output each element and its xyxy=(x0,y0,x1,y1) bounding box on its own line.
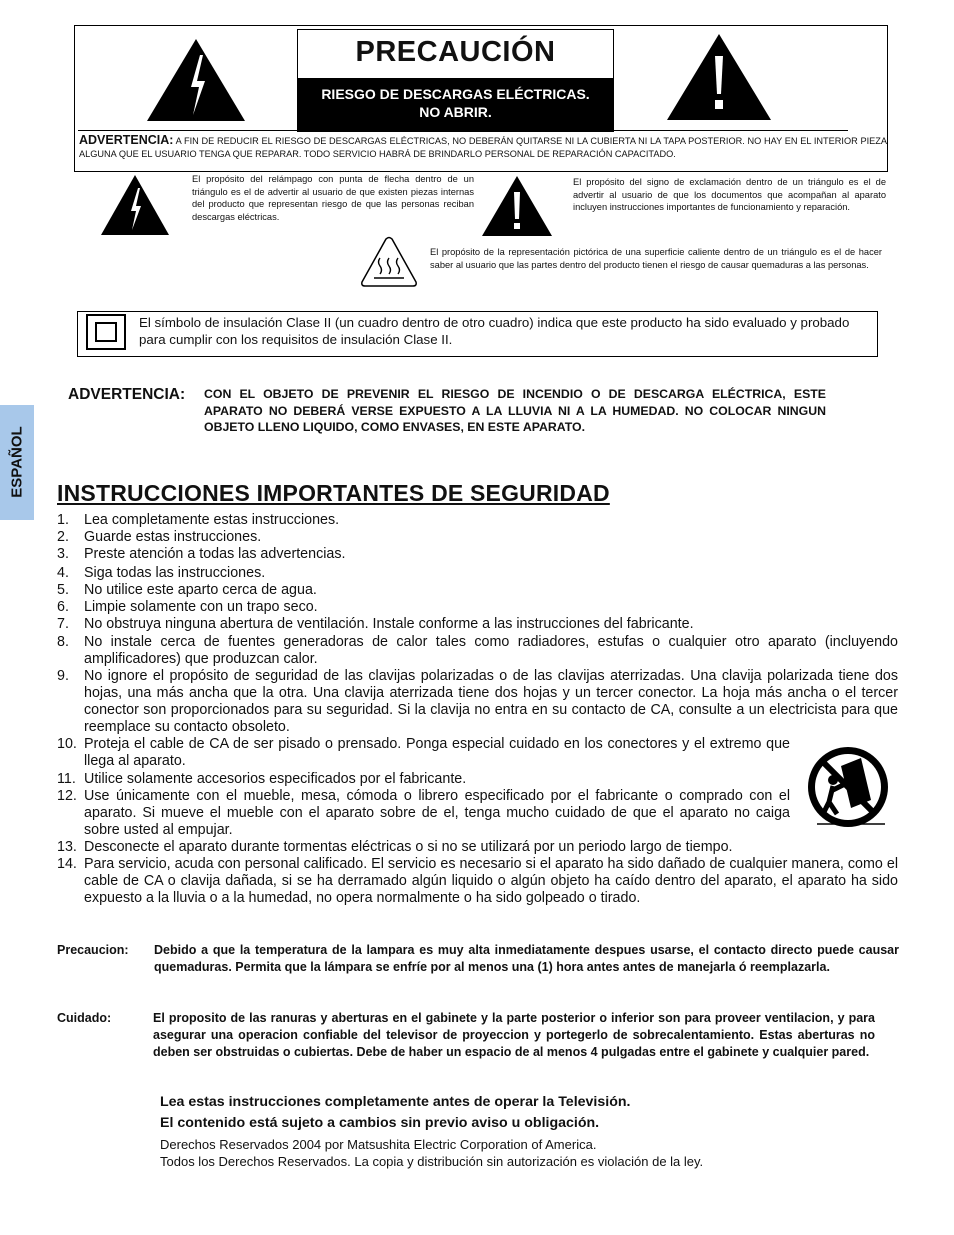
lightning-explanation: El propósito del relámpago con punta de flecha dentro de un triángulo es el de advertir al usuario de que existen piezas internas del producto que representan riesgo de que las personas reciban descargas eléctricas. xyxy=(192,174,474,222)
divider xyxy=(78,130,848,131)
language-tab xyxy=(0,405,34,520)
advertencia-text: CON EL OBJETO DE PREVENIR EL RIESGO DE INCENDIO O DE DESCARGA ELÉCTRICA, ESTE APARATO NO DEBERÁ VERSE EXPUESTO A LA LLUVIA NI A LA HUMEDAD. NO COLOCAR NINGUN OBJETO LLENO LIQUIDO, COMO ENVASES, EN ESTE APARATO. xyxy=(204,387,826,434)
footer-subject-to-change: El contenido está sujeto a cambios sin previo aviso u obligación. xyxy=(160,1115,600,1131)
caution-warning xyxy=(79,134,887,161)
list-item: 6. Limpie solamente con un trapo seco. xyxy=(57,599,318,615)
footer-read-instructions: Lea estas instrucciones completamente antes de operar la Televisión. xyxy=(160,1094,631,1110)
list-item: 8. No instale cerca de fuentes generadoras de calor tales como radiadores, estufas o cualquier otro aparato (incluyendo amplificadores) que produzcan calor. xyxy=(57,634,898,667)
list-item: 11. Utilice solamente accesorios especificados por el fabricante. xyxy=(57,771,467,787)
hot-surface-explanation: El propósito de la representación pictórica de una superficie caliente dentro de un triángulo es el de hacer saber al usuario que las partes dentro del producto tienen el riesgo de causar quemaduras a las personas. xyxy=(430,247,882,270)
footer-copyright: Derechos Reservados 2004 por Matsushita Electric Corporation of America. xyxy=(160,1137,597,1152)
list-item: 10. Proteja el cable de CA de ser pisado o prensado. Ponga especial cuidado en los conectores y el extremo que llega al aparato. xyxy=(57,736,790,769)
cuidado-text: El proposito de las ranuras y aberturas en el gabinete y la parte posterior o inferior son para proveer ventilacion, y para asegurar una operacion confiable del televisor de proyeccion y portegerlo de sobrecalentamiento. Estas aberturas no deben ser obstruidas o cubiertas. Debe de haber un espacio de al menos 4 pulgadas entre el gabinete y cualquier pared. xyxy=(153,1011,875,1059)
lightning-warning-icon xyxy=(145,37,247,123)
list-item: 4. Siga todas las instrucciones. xyxy=(57,565,266,581)
list-item: 1. Lea completamente estas instrucciones. xyxy=(57,512,340,528)
footer-rights: Todos los Derechos Reservados. La copia y distribución sin autorización es violación de la ley. xyxy=(160,1154,704,1169)
caution-warning-text: A FIN DE REDUCIR EL RIESGO DE DESCARGAS ELÉCTRICAS, NO DEBERÁN QUITARSE NI LA CUBIERTA NI LA TAPA POSTERIOR. NO HAY EN EL INTERIOR PIEZA ALGUNA QUE EL USUARIO TENGA QUE REPARAR. TODO SERVICIO HABRÁ DE BRINDARLO PERSONAL DE REPARACIÓN CAPACITADO. xyxy=(79,136,887,159)
precaucion-text: Debido a que la temperatura de la lampara es muy alta inmediatamente despues usarse, el contacto directo puede causar quemaduras. Permita que la lámpara se enfríe por al menos una (1) hora antes antes de manejarla ó reemplazarla. xyxy=(154,943,899,974)
caution-title: PRECAUCIÓN xyxy=(355,36,556,68)
list-item: 14. Para servicio, acuda con personal calificado. El servicio es necesario si el aparato ha sido dañado de cualquier manera, como el cable de CA o clavija dañada, si se ha derramado algún liquido o algún objeto ha caído dentro del aparato, el aparato ha sido expuesto a la lluvia o a la humedad, no opera normalmente o ha sido golpeado o tirado. xyxy=(57,856,898,906)
cart-tipover-warning-icon xyxy=(805,744,891,832)
advertencia-label: ADVERTENCIA: xyxy=(68,386,186,403)
caution-subtitle: RIESGO DE DESCARGAS ELÉCTRICAS. NO ABRIR. xyxy=(298,78,613,131)
list-item: 5. No utilice este aparto cerca de agua. xyxy=(57,582,317,598)
list-item: 3. Preste atención a todas las advertencias. xyxy=(57,546,346,562)
list-item: 9. No ignore el propósito de seguridad de las clavijas polarizadas o de las clavijas aterrizadas. Una clavija polarizada tiene dos hojas, una más ancha que la otra. Una clavija aterrizada tiene dos hojas y un tercer conector. La hoja más ancha o el tercer conector son proporcionados para su seguridad. Si la clavija no entra en su contacto de CA, consulte a un electricista para que reemplace su contacto obsoleto. xyxy=(57,668,898,735)
section-heading: INSTRUCCIONES IMPORTANTES DE SEGURIDAD xyxy=(57,480,610,506)
list-item: 2. Guarde estas instrucciones. xyxy=(57,529,262,545)
precaucion-label: Precaucion: xyxy=(57,943,129,957)
caution-warning-label: ADVERTENCIA: xyxy=(79,133,174,147)
language-tab-label: ESPAÑOL xyxy=(8,426,26,498)
hot-surface-icon xyxy=(360,236,418,288)
list-item: 7. No obstruya ninguna abertura de ventilación. Instale conforme a las instrucciones del fabricante. xyxy=(57,616,694,632)
list-item: 13. Desconecte el aparato durante tormentas eléctricas o si no se utilizará por un periodo largo de tiempo. xyxy=(57,839,733,855)
exclamation-triangle-icon xyxy=(481,175,553,237)
caution-title-box xyxy=(297,29,614,132)
exclamation-warning-icon xyxy=(665,32,773,122)
cuidado-label: Cuidado: xyxy=(57,1011,112,1025)
lightning-triangle-icon xyxy=(100,174,170,236)
list-item: 12. Use únicamente con el mueble, mesa, cómoda o librero especificado por el fabricante o comprado con el aparato. Si mueve el mueble con el aparato sobre de el, tenga mucho cuidado de que el aparato no caiga sobre usted al empujar. xyxy=(57,788,790,838)
exclamation-explanation: El propósito del signo de exclamación dentro de un triángulo es el de advertir al usuario de que los documentos que acompañan al aparato incluyen instrucciones importantes de funcionamiento y reparación. xyxy=(573,177,886,212)
class2-text: El símbolo de insulación Clase II (un cuadro dentro de otro cuadro) indica que este producto ha sido evaluado y probado para cumplir con los requisitos de insulación Clase II. xyxy=(139,315,850,347)
class2-insulation-icon xyxy=(86,314,126,350)
